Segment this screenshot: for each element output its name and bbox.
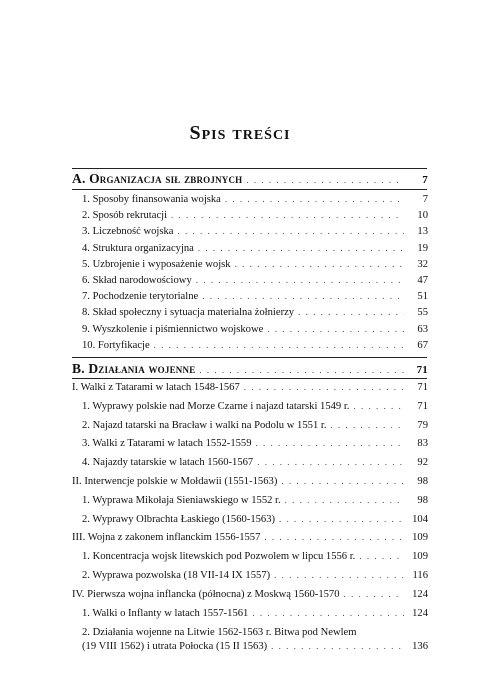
toc-entry-label: 3. Walki z Tatarami w latach 1552-1559 [82,438,252,450]
toc-entry[interactable] [72,381,428,394]
dot-leader [202,290,404,303]
toc-entry-label: 2. Wyprawy Olbrachta Łaskiego (1560-1563) [82,513,276,525]
section-heading-label: A. Organizacja sił zbrojnych [72,171,243,186]
page-number: 71 [416,364,428,376]
page-number: 71 [417,382,428,393]
toc-entry-label-line2: (19 VIII 1562) i utrata Połocka (15 II 1563) [82,640,268,652]
toc-entry[interactable] [82,400,428,413]
toc-entry-label: 1. Koncentracja wojsk litewskich pod Pozwolem w lipcu 1556 r. [82,551,356,563]
page-number: 109 [412,551,428,563]
toc-entry-label: 5. Uzbrojenie i wyposażenie wojsk [82,258,231,270]
toc-entry-label: 3. Liczebność wojska [82,226,174,238]
toc-entry[interactable] [82,306,428,319]
toc-entry[interactable] [82,225,428,238]
dot-leader [274,569,404,582]
toc-entry-label: I. Walki z Tatarami w latach 1548-1567 [72,382,240,393]
toc-entry-label: IV. Pierwsza wojna inflancka (północna) z Moskwą 1560-1570 [72,588,340,600]
page-number: 124 [412,588,428,600]
toc-entry-label: 6. Skład narodowościowy [82,275,192,286]
toc-entry[interactable] [82,419,428,432]
page-number: 98 [417,476,428,487]
dot-leader [198,242,404,255]
page-number: 92 [417,457,428,469]
dot-leader [344,588,404,601]
toc-entry[interactable] [82,456,428,469]
dot-leader [199,365,404,375]
page-number: 124 [412,607,428,619]
section-heading-a [72,171,428,187]
page-number: 7 [422,194,428,205]
toc-entry[interactable] [82,323,428,336]
toc-entry[interactable] [82,513,428,526]
page-number: 32 [417,258,428,270]
toc-entry[interactable] [82,242,428,255]
page-number: 47 [417,275,428,286]
toc-entry-label: 1. Wyprawa Mikołaja Sieniawskiego w 1552 r. [82,494,281,506]
page-number: 136 [412,640,428,652]
dot-leader [257,456,404,469]
toc-entry-label: 7. Pochodzenie terytorialne [82,291,199,303]
page-number: 55 [417,307,428,319]
dot-leader [264,531,404,544]
page-number: 10 [417,210,428,222]
toc-entry[interactable] [82,258,428,271]
toc-entry[interactable] [82,569,428,582]
toc-entry[interactable] [82,437,428,450]
section-b-top-rule [72,357,427,358]
page-number: 98 [417,494,428,506]
toc-entry-label: 1. Walki o Inflanty w latach 1557-1561 [82,607,249,619]
toc-entry-label: 1. Sposoby finansowania wojska [82,194,221,205]
toc-entry[interactable] [72,588,428,601]
dot-leader [246,175,404,185]
page-number: 109 [412,532,428,544]
page-number: 13 [417,226,428,238]
page-number: 67 [417,339,428,351]
section-heading-b [72,361,428,377]
toc-entry[interactable] [82,290,428,303]
dot-leader [281,475,404,488]
toc-entry-label: 1. Wyprawy polskie nad Morze Czarne i najazd tatarski 1549 r. [82,400,350,412]
dot-leader [178,225,405,238]
toc-entry-label: 4. Struktura organizacyjna [82,242,194,254]
dot-leader [330,419,404,432]
toc-entry-label: 10. Fortyfikacje [82,339,150,351]
dot-leader [252,607,404,620]
dot-leader [285,494,404,507]
toc-entry-label: III. Wojna z zakonem inflanckim 1556-1557 [72,532,261,544]
page-number: 79 [417,419,428,431]
toc-entry[interactable] [82,274,428,287]
section-a-bottom-rule [72,189,427,190]
toc-entry[interactable] [82,550,428,563]
dot-leader [235,258,404,271]
dot-leader [171,209,404,222]
dot-leader [359,550,404,563]
page-number: 104 [412,513,428,525]
dot-leader [256,437,404,450]
section-heading-label: B. Działania wojenne [72,361,196,376]
toc-entry[interactable] [82,494,428,507]
page-number: 116 [412,570,428,581]
dot-leader [279,513,404,526]
dot-leader [154,339,404,352]
dot-leader [271,640,404,654]
page-number: 63 [417,323,428,335]
toc-entry[interactable] [82,339,428,352]
page-number: 71 [417,400,428,412]
dot-leader [267,323,404,336]
toc-entry[interactable] [82,209,428,222]
page-number: 51 [417,291,428,303]
page-number: 7 [422,174,428,186]
toc-entry[interactable] [72,475,428,488]
page-number: 83 [417,438,428,450]
toc-entry[interactable] [82,193,428,206]
toc-entry[interactable] [82,607,428,620]
toc-entry[interactable] [72,531,428,544]
toc-entry-label: 2. Wyprawa pozwolska (18 VII-14 IX 1557) [82,570,271,581]
dot-leader [225,193,404,206]
toc-entry-label: 9. Wyszkolenie i piśmiennictwo wojskowe [82,323,264,335]
toc-entry-label: 2. Sposób rekrutacji [82,210,168,222]
toc-entry-label: II. Interwencje polskie w Mołdawii (1551-1563) [72,476,278,487]
toc-entry-label-line1: 2. Działania wojenne na Litwie 1562-1563 r. Bitwa pod Newlem [82,627,357,638]
toc-entry-multiline[interactable] [82,626,428,653]
dot-leader [353,400,404,413]
page-number: 19 [417,242,428,254]
section-b-bottom-rule [72,378,427,379]
page-title: Spis treści [189,122,291,144]
toc-entry-label: 2. Najazd tatarski na Bracław i walki na Podolu w 1551 r. [82,419,327,431]
dot-leader [298,306,404,319]
toc-entry-label: 8. Skład społeczny i sytuacja materialna żołnierzy [82,307,295,319]
dot-leader [244,381,404,394]
section-a-top-rule [72,168,427,169]
toc-entry-label: 4. Najazdy tatarskie w latach 1560-1567 [82,457,254,469]
dot-leader [196,274,404,287]
